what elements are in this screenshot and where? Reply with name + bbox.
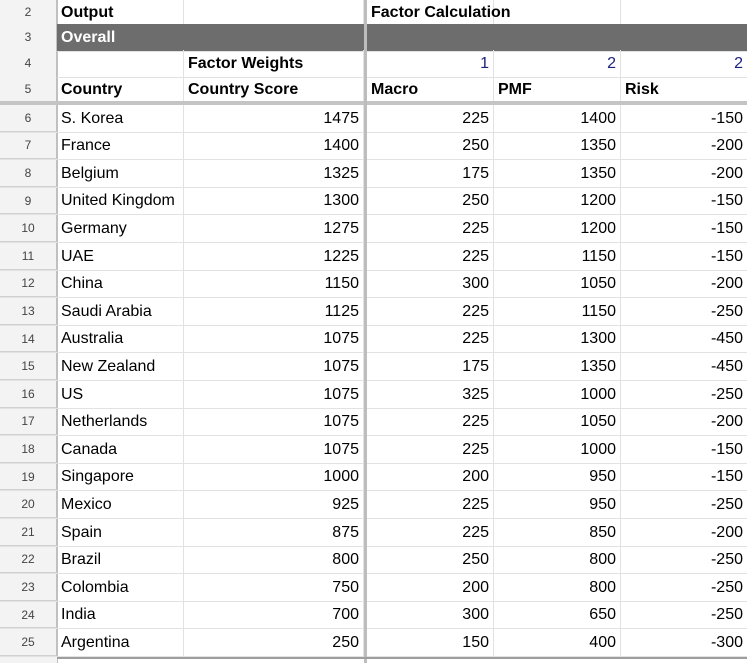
country-cell[interactable]: New Zealand	[57, 353, 184, 380]
country-cell[interactable]: Brazil	[57, 547, 184, 574]
country-score-cell[interactable]: 1300	[184, 188, 364, 215]
row-number[interactable]: 20	[0, 491, 57, 518]
pmf-cell[interactable]: 1050	[494, 409, 621, 436]
pmf-cell[interactable]: 1350	[494, 160, 621, 187]
row-number[interactable]: 13	[0, 298, 57, 325]
country-score-cell[interactable]: 1075	[184, 436, 364, 463]
pmf-cell[interactable]: 950	[494, 491, 621, 518]
country-score-cell[interactable]: 700	[184, 602, 364, 629]
cell-c3[interactable]	[367, 24, 494, 51]
country-cell[interactable]: Germany	[57, 215, 184, 242]
country-score-cell[interactable]: 875	[184, 519, 364, 546]
macro-cell[interactable]: 225	[367, 491, 494, 518]
risk-cell[interactable]: -250	[710, 385, 743, 403]
table-row	[0, 547, 747, 575]
row-number[interactable]: 5	[0, 76, 57, 103]
macro-cell[interactable]: 325	[367, 381, 494, 408]
cell-e2[interactable]	[621, 0, 747, 26]
macro-cell[interactable]: 225	[367, 436, 494, 463]
country-column-header[interactable]: Country	[57, 76, 184, 103]
risk-cell[interactable]: -300	[710, 633, 743, 651]
country-cell[interactable]: S. Korea	[57, 105, 184, 132]
country-score-cell[interactable]: 1125	[184, 298, 364, 325]
risk-cell[interactable]: -150	[710, 219, 743, 237]
row-number[interactable]: 10	[0, 215, 57, 242]
table-row	[0, 160, 747, 188]
row-number[interactable]: 12	[0, 271, 57, 298]
table-row	[0, 381, 747, 409]
country-cell[interactable]: Saudi Arabia	[57, 298, 184, 325]
sheet-row-4	[0, 50, 747, 78]
country-cell[interactable]: India	[57, 602, 184, 629]
factor-calculation-heading-cell[interactable]: Factor Calculation	[367, 0, 494, 26]
country-cell[interactable]: Netherlands	[57, 409, 184, 436]
country-cell[interactable]: UAE	[57, 243, 184, 270]
table-row	[0, 133, 747, 161]
table-row	[0, 298, 747, 326]
row-number[interactable]: 3	[0, 24, 57, 51]
country-score-cell[interactable]: 1475	[184, 105, 364, 132]
pmf-cell[interactable]: 1350	[494, 353, 621, 380]
risk-weight-cell[interactable]: 2	[734, 54, 743, 72]
macro-cell[interactable]: 175	[367, 160, 494, 187]
cell-a4[interactable]	[57, 50, 184, 77]
row-number[interactable]: 8	[0, 160, 57, 187]
pmf-cell[interactable]: 1150	[494, 298, 621, 325]
country-cell[interactable]: Belgium	[57, 160, 184, 187]
country-score-cell[interactable]: 925	[184, 491, 364, 518]
country-score-cell[interactable]: 1075	[184, 326, 364, 353]
macro-weight-cell[interactable]: 1	[367, 50, 494, 77]
cell-d3[interactable]	[494, 24, 621, 51]
pmf-cell[interactable]: 1400	[494, 105, 621, 132]
country-cell[interactable]: Colombia	[57, 574, 184, 601]
country-cell[interactable]: Mexico	[57, 491, 184, 518]
pmf-weight-cell[interactable]: 2	[494, 50, 621, 77]
sheet-row-3	[0, 24, 747, 52]
country-cell[interactable]: Australia	[57, 326, 184, 353]
row-number[interactable]: 15	[0, 353, 57, 380]
row-number[interactable]: 6	[0, 105, 57, 132]
macro-cell[interactable]: 250	[367, 547, 494, 574]
macro-cell[interactable]: 250	[367, 133, 494, 160]
cell-d2[interactable]	[494, 0, 621, 26]
country-cell[interactable]: France	[57, 133, 184, 160]
row-number[interactable]: 18	[0, 436, 57, 463]
frozen-rows-divider[interactable]	[0, 101, 747, 105]
table-row	[0, 464, 747, 492]
country-score-cell[interactable]: 1075	[184, 381, 364, 408]
row-number[interactable]: 9	[0, 188, 57, 215]
macro-cell[interactable]: 175	[367, 353, 494, 380]
table-row	[0, 215, 747, 243]
table-bottom-border	[57, 657, 747, 659]
risk-cell[interactable]: -250	[710, 578, 743, 596]
country-score-cell[interactable]: 800	[184, 547, 364, 574]
country-cell[interactable]: Singapore	[57, 464, 184, 491]
pmf-cell[interactable]: 950	[494, 464, 621, 491]
macro-cell[interactable]: 200	[367, 464, 494, 491]
country-cell[interactable]: Canada	[57, 436, 184, 463]
table-row	[0, 436, 747, 464]
country-score-cell[interactable]: 1000	[184, 464, 364, 491]
row-number[interactable]: 25	[0, 629, 57, 656]
pmf-cell[interactable]: 1200	[494, 215, 621, 242]
pmf-cell[interactable]: 1000	[494, 436, 621, 463]
cell-b2[interactable]	[184, 0, 364, 26]
macro-cell[interactable]: 200	[367, 574, 494, 601]
pmf-cell[interactable]: 1200	[494, 188, 621, 215]
table-row	[0, 271, 747, 299]
row-number[interactable]: 21	[0, 519, 57, 546]
table-row	[0, 326, 747, 354]
row-number[interactable]: 7	[0, 133, 57, 160]
country-score-cell[interactable]: 250	[184, 629, 364, 656]
pmf-cell[interactable]: 1350	[494, 133, 621, 160]
cell-b3[interactable]	[184, 24, 364, 51]
macro-column-header[interactable]: Macro	[367, 76, 494, 103]
overall-label-cell[interactable]: Overall	[57, 24, 184, 51]
country-score-cell[interactable]: 1225	[184, 243, 364, 270]
factor-weights-label-cell[interactable]: Factor Weights	[184, 50, 364, 77]
risk-column-header[interactable]: Risk	[625, 80, 659, 98]
country-score-cell[interactable]: 750	[184, 574, 364, 601]
macro-cell[interactable]: 225	[367, 326, 494, 353]
pmf-cell[interactable]: 800	[494, 574, 621, 601]
row-number[interactable]: 4	[0, 50, 57, 77]
pmf-cell[interactable]: 1000	[494, 381, 621, 408]
row-number[interactable]: 16	[0, 381, 57, 408]
sheet-row-2	[0, 0, 747, 27]
risk-cell[interactable]: -150	[710, 440, 743, 458]
pmf-cell[interactable]: 650	[494, 602, 621, 629]
table-row	[0, 353, 747, 381]
macro-cell[interactable]: 225	[367, 409, 494, 436]
macro-cell[interactable]: 225	[367, 243, 494, 270]
table-row	[0, 574, 747, 602]
macro-cell[interactable]: 250	[367, 188, 494, 215]
row-number[interactable]: 17	[0, 409, 57, 436]
row-number[interactable]: 11	[0, 243, 57, 270]
macro-cell[interactable]: 225	[367, 105, 494, 132]
macro-cell[interactable]: 225	[367, 215, 494, 242]
risk-cell[interactable]: -200	[710, 413, 743, 431]
pmf-cell[interactable]: 800	[494, 547, 621, 574]
table-row	[0, 105, 747, 133]
row-number[interactable]: 14	[0, 326, 57, 353]
risk-cell[interactable]: -150	[710, 192, 743, 210]
table-row	[0, 409, 747, 437]
output-heading-cell[interactable]: Output	[57, 0, 184, 26]
country-cell[interactable]: Spain	[57, 519, 184, 546]
country-score-cell[interactable]: 1325	[184, 160, 364, 187]
country-cell[interactable]: US	[57, 381, 184, 408]
risk-cell[interactable]: -200	[710, 137, 743, 155]
table-row	[0, 519, 747, 547]
macro-cell[interactable]: 150	[367, 629, 494, 656]
risk-cell[interactable]: -450	[710, 357, 743, 375]
country-score-cell[interactable]: 1400	[184, 133, 364, 160]
pmf-cell[interactable]: 850	[494, 519, 621, 546]
macro-cell[interactable]: 300	[367, 602, 494, 629]
macro-cell[interactable]: 225	[367, 519, 494, 546]
pmf-cell[interactable]: 1150	[494, 243, 621, 270]
macro-cell[interactable]: 225	[367, 298, 494, 325]
risk-cell[interactable]: -450	[710, 330, 743, 348]
risk-cell[interactable]: -200	[710, 164, 743, 182]
frozen-columns-divider[interactable]	[364, 0, 367, 663]
row-number[interactable]: 24	[0, 602, 57, 629]
row-number[interactable]: 23	[0, 574, 57, 601]
country-cell[interactable]: Argentina	[57, 629, 184, 656]
sheet-row-5	[0, 76, 747, 104]
risk-cell[interactable]: -200	[710, 275, 743, 293]
pmf-column-header[interactable]: PMF	[494, 76, 621, 103]
risk-cell[interactable]: -250	[710, 302, 743, 320]
table-row	[0, 491, 747, 519]
country-score-cell[interactable]: 1150	[184, 271, 364, 298]
pmf-cell[interactable]: 1050	[494, 271, 621, 298]
risk-cell[interactable]: -250	[710, 551, 743, 569]
table-row	[0, 188, 747, 216]
country-score-column-header[interactable]: Country Score	[184, 76, 364, 103]
pmf-cell[interactable]: 1300	[494, 326, 621, 353]
country-cell[interactable]: China	[57, 271, 184, 298]
cell-e3[interactable]	[621, 24, 747, 51]
risk-cell[interactable]: -150	[710, 247, 743, 265]
table-row	[0, 602, 747, 630]
risk-cell[interactable]: -250	[710, 606, 743, 624]
table-row	[0, 243, 747, 271]
risk-cell[interactable]: -150	[710, 109, 743, 127]
country-score-cell[interactable]: 1275	[184, 215, 364, 242]
country-score-cell[interactable]: 1075	[184, 353, 364, 380]
row-number[interactable]: 22	[0, 547, 57, 574]
macro-cell[interactable]: 300	[367, 271, 494, 298]
table-row	[0, 629, 747, 657]
row-number[interactable]: 19	[0, 464, 57, 491]
risk-cell[interactable]: -150	[710, 468, 743, 486]
risk-cell[interactable]: -200	[710, 523, 743, 541]
country-cell[interactable]: United Kingdom	[57, 188, 184, 215]
risk-cell[interactable]: -250	[710, 495, 743, 513]
pmf-cell[interactable]: 400	[494, 629, 621, 656]
country-score-cell[interactable]: 1075	[184, 409, 364, 436]
row-number[interactable]: 2	[0, 0, 57, 26]
